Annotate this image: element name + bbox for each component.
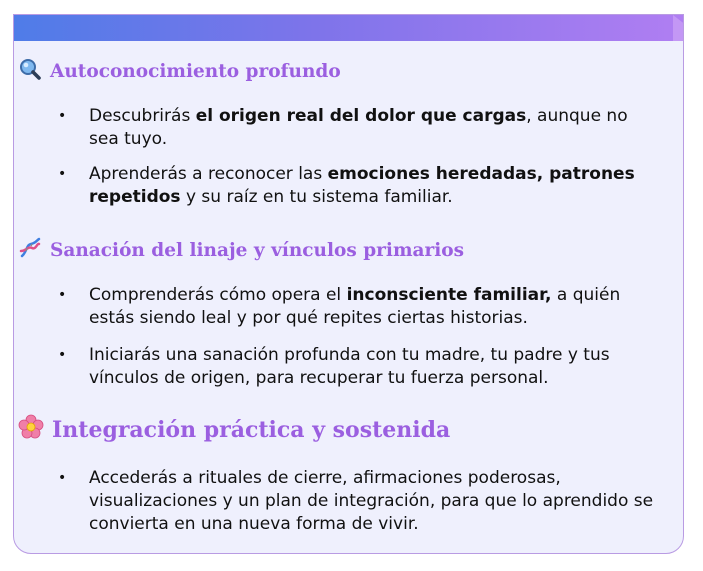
section-heading-autoconocimiento — [18, 57, 341, 86]
list-item-text: Accederás a rituales de cierre, afirmaciones poderosas, visualizaciones y un plan de integración, para que lo aprendido se convierta en una nueva forma de vivir. — [89, 468, 654, 534]
bullet: • — [58, 347, 67, 363]
flower-icon — [18, 414, 44, 446]
list-item-text: Aprenderás a reconocer las emociones heredadas, patrones repetidos y su raíz en tu sistema familiar. — [89, 164, 635, 207]
magnifier-icon — [18, 57, 42, 86]
list-item-text: Comprenderás cómo opera el inconsciente familiar, a quién estás siendo leal y por qué repites ciertas historias. — [89, 285, 621, 328]
section-heading-integracion — [18, 414, 450, 446]
list-item-text: Iniciarás una sanación profunda con tu madre, tu padre y tus vínculos de origen, para recuperar tu fuerza personal. — [89, 345, 610, 388]
section-title: Integración práctica y sostenida — [52, 417, 451, 443]
section-heading-sanacion — [18, 236, 464, 265]
header-bar — [14, 15, 683, 41]
bullet: • — [58, 166, 67, 182]
bullet: • — [58, 108, 67, 124]
list-item-text: Descubrirás el origen real del dolor que cargas, aunque no sea tuyo. — [89, 106, 628, 149]
content-card — [13, 14, 684, 554]
section-title: Autoconocimiento profundo — [50, 61, 341, 82]
bullet: • — [58, 287, 67, 303]
bullet: • — [58, 470, 67, 486]
dna-icon — [18, 236, 42, 265]
section-title: Sanación del linaje y vínculos primarios — [50, 240, 465, 261]
